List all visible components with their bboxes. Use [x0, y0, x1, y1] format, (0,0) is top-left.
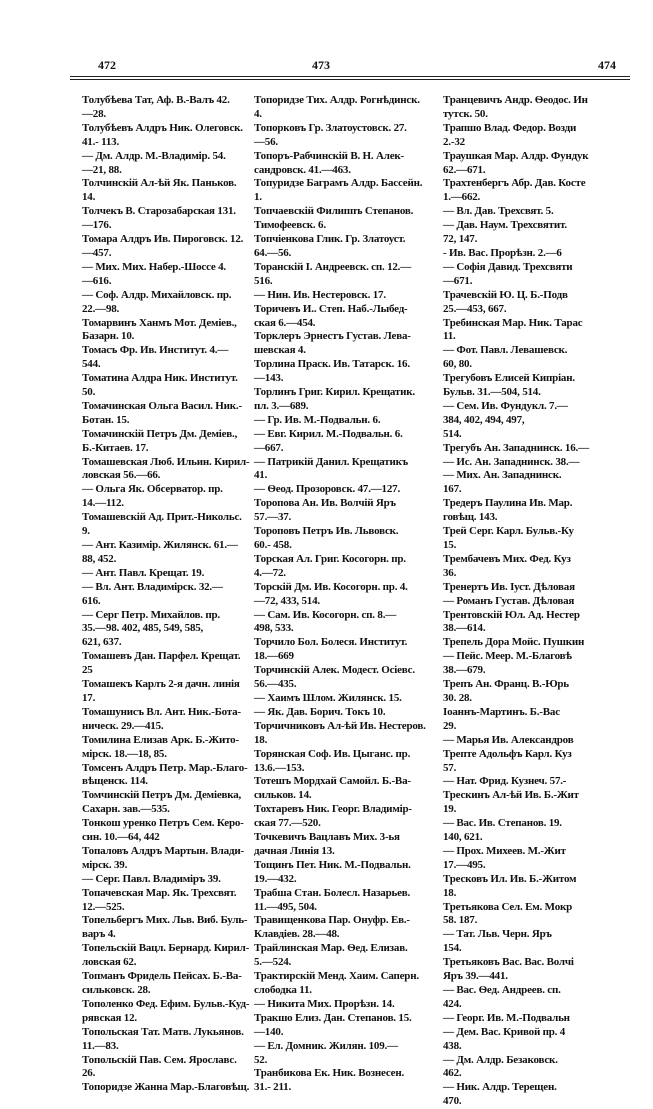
entry-line: — Ант. Павл. Крещат. 19. [82, 566, 205, 579]
entry-line: 22.—98. [82, 302, 120, 315]
entry-line: — Дем. Вас. Кривой пр. 4 [443, 1025, 566, 1038]
entry-line: Трачевскій Ю. Ц. Б.-Подв [443, 288, 568, 301]
entry-line: 17.—495. [443, 858, 486, 871]
entry-line: —140. [254, 1025, 284, 1038]
entry-line: Томара Алдръ Ив. Пироговск. 12. [82, 233, 244, 246]
entry-line: Тохтаревъ Ник. Георг. Владимір- [254, 803, 412, 816]
entry-line: шевская 4. [254, 344, 306, 357]
entry-line: Торичевъ И.. Степ. Наб.-Лыбед- [254, 302, 408, 315]
entry-line: 498, 533. [254, 622, 294, 635]
entry-line: Торлина Праск. Ив. Татарск. 16. [254, 358, 410, 371]
entry-line: син. 10.—64, 442 [82, 831, 160, 844]
entry-line: пл. 3.—689. [254, 399, 309, 412]
entry-line: Томсенъ Алдръ Петр. Мар.-Благо- [82, 761, 248, 774]
entry-line: 514. [443, 427, 462, 440]
entry-line: — Дм. Алдр. М.-Владимір. 54. [82, 149, 226, 162]
entry-line: 25 [82, 664, 93, 677]
entry-line: Топачевская Мар. Як. Трехсвят. [82, 886, 237, 899]
entry-line: 621, 637. [82, 636, 122, 649]
entry-line: Трахтенбергъ Абр. Дав. Косте [443, 177, 586, 190]
entry-line: Толубѣева Тат, Аф. В.-Валъ 42. [82, 94, 230, 106]
entry-line: — Прох. Михеев. М.-Жит [443, 844, 566, 857]
entry-line: — Ел. Домник. Жилян. 109.— [254, 1039, 398, 1052]
entry-line: Топельскій Вацл. Бернард. Кирил- [82, 942, 250, 955]
entry-line: Топоридзе Тих. Алдр. Рогнѣдинск. [254, 94, 420, 106]
entry-line: Тракшо Елиз. Дан. Степанов. 15. [254, 1011, 412, 1024]
entry-line: 60.- 458. [254, 539, 292, 551]
entry-line: Тонкош уренко Петръ Сем. Керо- [82, 817, 244, 830]
entry-line: Торанскій І. Андреевск. сп. 12.— [254, 260, 412, 273]
entry-line: 19. [443, 803, 457, 816]
entry-line: — Сам. Ив. Косогорн. сп. 8.— [254, 608, 397, 621]
entry-line: 4.—72. [254, 566, 286, 579]
entry-line: 5.—524. [254, 956, 292, 969]
entry-line: Топольскій Пав. Сем. Ярославс. [82, 1053, 237, 1066]
entry-line: Трепъ Ан. Франц. В.-Юрь [443, 678, 569, 691]
entry-line: 19.—432. [254, 872, 297, 885]
entry-line: 18. [254, 733, 268, 746]
entry-line: дачная Линія 13. [254, 844, 335, 857]
entry-line: Томачинская Ольга Васил. Ник.- [82, 399, 242, 412]
entry-line: Томчинскій Петръ Дм. Деміевка, [82, 789, 242, 802]
entry-line: Топельбергъ Мих. Льв. Виб. Буль- [82, 914, 248, 927]
entry-line: Томашевская Люб. Ильин. Кирил- [82, 455, 250, 468]
entry-line: 50. [82, 386, 96, 399]
entry-line: — Гр. Ив. М.-Подвальн. 6. [254, 413, 381, 426]
entry-line: Бульв. 31.—504, 514. [443, 386, 541, 399]
entry-line: 140, 621. [443, 831, 483, 844]
entry-line: — Вл. Ант. Владимірск. 32.— [82, 580, 223, 593]
entry-line: 72, 147. [443, 233, 478, 246]
entry-line: Томашекъ Карлъ 2-я дачн. линія [82, 678, 240, 691]
entry-line: ловская 62. [82, 956, 137, 969]
entry-line: — Пейс. Меер. М.-Благовѣ [443, 650, 572, 663]
entry-line: Томарвинъ Ханмъ Мот. Деміев., [82, 316, 237, 329]
entry-line: 4. [254, 107, 262, 120]
entry-line: — Софія Давид. Трехсвяти [443, 260, 573, 273]
entry-line: Трактирскій Менд. Хаим. Саперн. [254, 970, 419, 983]
entry-line: Трескинъ Ал-ѣй Ив. Б.-Жит [443, 789, 579, 802]
entry-line: 9. [82, 525, 90, 538]
entry-line: Торчинскій Алек. Модест. Осіевс. [254, 664, 415, 677]
entry-line: Трапшо Влад. Федор. Возди [443, 121, 577, 134]
entry-line: мірск. 39. [82, 858, 128, 871]
entry-line: 18. [443, 886, 457, 899]
entry-line: сандровск. 41.—463. [254, 163, 351, 176]
entry-line: Топчіенкова Глик. Гр. Златоуст. [254, 233, 406, 246]
entry-line: — Ольга Як. Обсерватор. пр. [82, 483, 223, 496]
entry-line: — Евг. Кирил. М.-Подвальн. 6. [254, 427, 403, 440]
page-number-right: 474 [598, 58, 616, 72]
entry-line: Яръ 39.—441. [443, 970, 508, 983]
entry-line: 384, 402, 494, 497, [443, 413, 525, 426]
entry-line: Топуридзе Баграмъ Алдр. Бассейн. [254, 177, 423, 190]
page-number-center: 473 [312, 58, 330, 72]
entry-line: 35.—98. 402, 485, 549, 585, [82, 622, 204, 635]
entry-line: 1. [254, 191, 262, 204]
entry-line: Толчинскій Ал-ѣй Як. Паньков. [82, 177, 237, 190]
entry-line: Базарн. 10. [82, 330, 135, 343]
entry-line: —143. [254, 372, 284, 385]
entry-line: Торчичниковъ Ал-ѣй Ив. Нестеров. [254, 719, 426, 732]
entry-line: 58. 187. [443, 914, 478, 927]
entry-line: Транбикова Ек. Ник. Вознесен. [254, 1067, 405, 1080]
entry-line: Іоаннъ-Мартинъ. Б.-Вас [443, 705, 560, 718]
entry-line: 17. [82, 691, 96, 704]
entry-line: 14. [82, 191, 96, 204]
header-rule-top [70, 76, 630, 77]
entry-line: Томашевъ Дан. Парфел. Крещат. [82, 650, 241, 663]
entry-line: Трентовскій Юл. Ад. Нестер [443, 608, 580, 621]
entry-line: Топольская Тат. Матв. Лукьянов. [82, 1025, 244, 1038]
entry-line: Топоридзе Жанна Мар.-Благовѣщ. [82, 1081, 250, 1094]
entry-line: — Нат. Фрид. Кузнеч. 57.- [443, 775, 567, 788]
entry-line: вѣщенск. 114. [82, 775, 148, 788]
entry-line: ническ. 29.—415. [82, 719, 164, 732]
entry-line: Топорковъ Гр. Златоустовск. 27. [254, 121, 407, 134]
entry-line: — Вас. Ив. Степанов. 19. [443, 817, 562, 830]
entry-line: Тимофеевск. 6. [254, 219, 326, 232]
entry-line: — Ѳеод. Прозоровск. 47.—127. [254, 483, 401, 496]
entry-line: —457. [82, 246, 112, 259]
entry-line: 11. [443, 330, 456, 343]
entry-line: - Ив. Вас. Прорѣзн. 2.—6 [443, 246, 562, 259]
entry-line: Торскій Дм. Ив. Косогорн. пр. 4. [254, 580, 408, 593]
entry-line: 462. [443, 1067, 462, 1080]
entry-line: Толубѣевъ Алдръ Ник. Олеговск. [82, 121, 243, 134]
entry-line: 18.—669 [254, 650, 294, 663]
entry-line: 14.—112. [82, 497, 124, 510]
entry-line: — Ник. Алдр. Терещен. [443, 1081, 557, 1094]
entry-line: 62.—671. [443, 163, 486, 176]
entry-line: Торклеръ Эрнестъ Густав. Лева- [254, 330, 411, 343]
entry-line: рявская 12. [82, 1011, 137, 1024]
entry-line: Ботан. 15. [82, 413, 130, 426]
entry-line: Тороповъ Петръ Ив. Львовск. [254, 525, 399, 538]
entry-line: 64.—56. [254, 246, 292, 259]
entry-line: Торлинъ Григ. Кирил. Крещатик. [254, 386, 415, 399]
entry-line: 31.- 211. [254, 1081, 292, 1094]
entry-line: Томашевскій Ад. Прит.-Никольс. [82, 511, 242, 524]
entry-line: 470. [443, 1095, 462, 1108]
entry-line: Торянская Соф. Ив. Цыганс. пр. [254, 747, 411, 760]
entry-line: ская 6.—454. [254, 316, 316, 329]
entry-line: — Никита Мих. Прорѣзн. 14. [254, 997, 395, 1010]
entry-line: Торчило Бол. Болеся. Институт. [254, 636, 408, 649]
entry-line: Трегубъ Ан. Западнинск. 16.— [443, 441, 589, 454]
entry-line: — Мих. Мих. Набер.-Шоссе 4. [82, 260, 226, 273]
entry-line: 424. [443, 997, 462, 1010]
entry-line: Транцевичъ Андр. Ѳеодос. Ин [443, 94, 588, 106]
entry-line: Травищенкова Пар. Онуфр. Ев.- [254, 914, 410, 927]
entry-line: 38.—614. [443, 622, 486, 635]
entry-line: 13.6.—153. [254, 761, 305, 774]
entry-line: ловская 56.—66. [82, 469, 161, 482]
entry-line: тутск. 50. [443, 107, 488, 120]
entry-line: 154. [443, 942, 462, 955]
entry-line: — Вл. Дав. Трехсвят. 5. [443, 205, 554, 218]
entry-line: Томатина Алдра Ник. Институт. [82, 372, 238, 385]
entry-line: — Вас. Ѳед. Андреев. сп. [443, 984, 561, 996]
entry-line: 2.-32 [443, 135, 465, 148]
entry-line: Трабша Стан. Болесл. Назарьев. [254, 886, 411, 899]
entry-line: Трегубовъ Елисей Кипріан. [443, 372, 575, 385]
entry-line: Сахарн. зав.—535. [82, 803, 170, 816]
entry-line: Траушкая Мар. Алдр. Фундук [443, 149, 589, 162]
entry-line: Клавдіев. 28.—48. [254, 928, 340, 941]
entry-line: сильков. 14. [254, 789, 312, 802]
entry-line: — Дм. Алдр. Безаковск. [443, 1053, 558, 1066]
entry-line: 438. [443, 1039, 462, 1052]
entry-line: 11.—83. [82, 1039, 119, 1052]
entry-line: 516. [254, 274, 273, 287]
entry-line: 52. [254, 1053, 268, 1066]
entry-line: ская 77.—520. [254, 817, 321, 830]
entry-line: Тренертъ Ив. Іуст. Дѣловая [443, 580, 575, 593]
entry-line: 57.—37. [254, 511, 292, 524]
header-rule-bottom [70, 79, 630, 80]
entry-line: —28. [82, 107, 106, 120]
entry-line: —671. [443, 274, 473, 287]
entry-line: мірск. 18.—18, 85. [82, 747, 167, 760]
entry-line: Тощинъ Пет. Ник. М.-Подвальн. [254, 858, 411, 871]
entry-line: Тополенко Фед. Ефим. Бульв.-Куд- [82, 997, 250, 1010]
entry-line: — Ант. Казимір. Жилянск. 61.— [82, 539, 238, 551]
entry-line: Трепте Адольфъ Карл. Куз [443, 747, 572, 760]
entry-line: Трайлинская Мар. Ѳед. Елизав. [254, 942, 408, 955]
entry-line: 29. [443, 719, 457, 732]
entry-line: 60, 80. [443, 358, 472, 371]
entry-line: Топоръ-Рабчинскій В. Н. Алек- [254, 149, 405, 162]
entry-line: Требинская Мар. Ник. Тарас [443, 316, 583, 329]
entry-line: 167. [443, 483, 462, 496]
entry-line: 1.—662. [443, 191, 481, 204]
entry-line: — Серг. Павл. Владиміръ 39. [82, 872, 221, 885]
entry-line: — Дав. Наум. Трехсвятит. [443, 219, 567, 232]
entry-line: 544. [82, 358, 101, 371]
entry-line: Точкевичъ Вацлавъ Мих. 3-ья [254, 831, 400, 844]
entry-line: —616. [82, 274, 112, 287]
entry-line: — Патрикій Данил. Крещатикъ [254, 455, 408, 468]
entry-line: 30. 28. [443, 691, 472, 704]
entry-line: — Сем. Ив. Фундукл. 7.— [443, 399, 568, 412]
entry-line: 57. [443, 761, 457, 774]
entry-line: Трембачевъ Мих. Фед. Куз [443, 552, 571, 565]
entry-line: 15. [443, 539, 457, 551]
entry-line: —21, 88. [82, 163, 122, 176]
entry-line: Тредеръ Паулина Ив. Мар. [443, 497, 573, 510]
entry-line: —56. [254, 135, 278, 148]
entry-line: Топаловъ Алдръ Мартын. Влади- [82, 844, 244, 857]
entry-line: — Хаимъ Шлом. Жилянск. 15. [254, 691, 402, 704]
entry-line: — Як. Дав. Борич. Токъ 10. [254, 705, 386, 718]
entry-line: — Тат. Льв. Черн. Яръ [443, 928, 552, 941]
entry-line: —72, 433, 514. [254, 594, 320, 607]
entry-line: Третьяковъ Вас. Вас. Волчі [443, 956, 574, 969]
entry-line: 25.—453, 667. [443, 302, 507, 315]
entry-line: 88, 452. [82, 552, 117, 565]
entry-line: Томачинскій Петръ Дм. Деміев., [82, 427, 238, 440]
entry-line: Тресковъ Ил. Ив. Б.-Житом [443, 872, 577, 885]
entry-line: слободка 11. [254, 984, 312, 996]
entry-line: Торская Ал. Григ. Косогорн. пр. [254, 552, 406, 565]
column-left [82, 94, 250, 1094]
entry-line: Томасъ Фр. Ив. Институт. 4.— [82, 344, 229, 357]
entry-line: — Фот. Павл. Левашевск. [443, 344, 568, 357]
entry-line: 616. [82, 594, 101, 607]
column-middle [254, 94, 436, 1094]
entry-line: Томилина Елизав Арк. Б.-Жито- [82, 733, 239, 746]
entry-line: — Ис. Ан. Западнинск. 38.— [443, 455, 580, 468]
entry-line: сильковск. 28. [82, 984, 151, 996]
entry-line: 41. [254, 469, 268, 482]
entry-line: — Романъ Густав. Дѣловая [443, 594, 575, 607]
entry-line: Толчекъ В. Старозабарская 131. [82, 205, 236, 218]
entry-line: Третьякова Сел. Ем. Мокр [443, 900, 573, 913]
entry-line: 56.—435. [254, 678, 297, 691]
entry-line: Топчаевскій Филиппъ Степанов. [254, 205, 414, 218]
entry-line: —176. [82, 219, 112, 232]
entry-line: 12.—525. [82, 900, 125, 913]
entry-line: — Марья Ив. Александров [443, 733, 574, 746]
entry-line: — Мих. Ан. Западнинск. [443, 469, 562, 482]
entry-line: — Соф. Алдр. Михайловск. пр. [82, 288, 232, 301]
entry-line: говѣщ. 143. [443, 511, 498, 524]
page-number-left: 472 [98, 58, 116, 72]
entry-line: —667. [254, 441, 284, 454]
entry-line: — Георг. Ив. М.-Подвальн [443, 1011, 570, 1024]
entry-line: Топманъ Фридель Пейсах. Б.-Ва- [82, 970, 242, 983]
entry-line: 11.—495, 504. [254, 900, 317, 913]
entry-line: 38.—679. [443, 664, 486, 677]
entry-line: 41.- 113. [82, 135, 120, 148]
entry-line: — Серг Петр. Михайлов. пр. [82, 608, 220, 621]
entry-line: Трепель Дора Мойс. Пушкин [443, 636, 585, 649]
entry-line: Б.-Китаев. 17. [82, 441, 149, 454]
entry-line: варъ 4. [82, 928, 116, 941]
entry-line: Томашунисъ Вл. Ант. Ник.-Бота- [82, 705, 241, 718]
entry-line: — Нин. Ив. Нестеровск. 17. [254, 288, 386, 301]
entry-line: Трей Серг. Карл. Бульв.-Ку [443, 525, 574, 538]
entry-line: Торопова Ан. Ив. Волчій Яръ [254, 497, 396, 510]
entry-line: 26. [82, 1067, 96, 1080]
column-right [443, 94, 653, 1108]
entry-line: 36. [443, 566, 457, 579]
entry-line: Тотешъ Мордхай Самойл. Б.-Ва- [254, 775, 411, 788]
